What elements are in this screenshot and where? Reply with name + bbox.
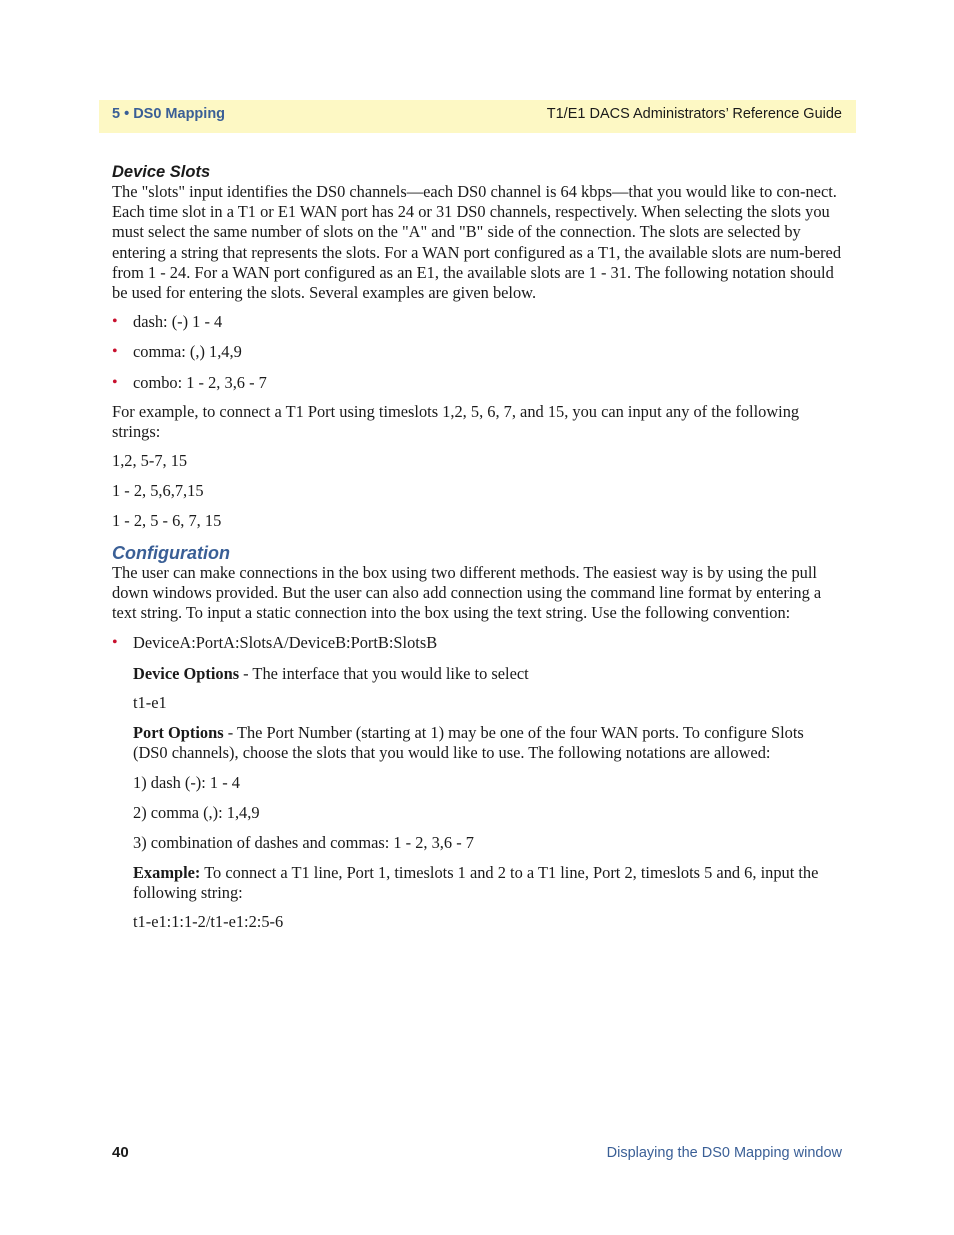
example-intro: For example, to connect a T1 Port using timeslots 1,2, 5, 6, 7, and 15, you can input any of the following strings: (112, 401, 800, 442)
device-options-paragraph (112, 664, 842, 684)
notation-item: 2) comma (,): 1,4,9 (133, 802, 260, 822)
footer-section-title: Displaying the DS0 Mapping window (606, 1145, 842, 1161)
guide-title: T1/E1 DACS Administrators’ Reference Guide (546, 106, 842, 122)
notation-item: 1) dash (-): 1 - 4 (133, 773, 240, 793)
example-string: 1 - 2, 5,6,7,15 (112, 481, 204, 501)
bullet-icon: • (112, 343, 118, 361)
bullet-text: combo: 1 - 2, 3,6 - 7 (133, 372, 267, 392)
port-options-paragraph (112, 723, 842, 763)
example-command-string: t1-e1:1:1-2/t1-e1:2:5-6 (133, 912, 284, 932)
example-label: Example: (133, 863, 201, 883)
configuration-paragraph: The user can make connections in the box using two different methods. The easiest way is by using the pull down windows provided. But the user can also add connection using the command line format by entering a text string. To input a static connection into the box using the text string. Use the following convention: (112, 562, 822, 623)
bullet-icon: • (112, 373, 118, 391)
page-number: 40 (112, 1144, 129, 1161)
bullet-icon: • (112, 634, 118, 652)
notation-item: 3) combination of dashes and commas: 1 - 2, 3,6 - 7 (133, 832, 474, 852)
example-string: 1 - 2, 5 - 6, 7, 15 (112, 510, 222, 530)
list-item (112, 633, 842, 653)
bullet-text: dash: (-) 1 - 4 (133, 312, 223, 332)
device-options-text: - The interface that you would like to select (239, 663, 529, 683)
device-slots-paragraph: The "slots" input identifies the DS0 channels—each DS0 channel is 64 kbps—that you would like to con-nect. Each time slot in a T1 or E1 WAN port has 24 or 31 DS0 channels, respectively. When selecting the slots you must select the same number of slots on the "A" and "B" side of the connection. The slots are selected by entering a string that represents the slots. For a WAN port configured as a T1, the available slots are num-bered from 1 - 24. For a WAN port configured as an E1, the available slots are 1 - 31. The following notation should be used for entering the slots. Several examples are given below. (112, 182, 842, 303)
device-value: t1-e1 (133, 692, 167, 712)
list-item (112, 312, 842, 332)
running-header (99, 100, 856, 133)
device-options-label: Device Options (133, 663, 240, 683)
example-paragraph (112, 863, 842, 903)
example-string: 1,2, 5-7, 15 (112, 451, 188, 471)
port-options-text: - The Port Number (starting at 1) may be one of the four WAN ports. To configure Slots (DS0 channels), choose the slots that you would like to use. The following notations are allowed: (133, 723, 804, 763)
configuration-heading: Configuration (112, 542, 230, 563)
device-slots-heading: Device Slots (112, 163, 211, 181)
bullet-text: comma: (,) 1,4,9 (133, 342, 242, 362)
chapter-title: 5 • DS0 Mapping (112, 106, 226, 122)
port-options-label: Port Options (133, 723, 224, 743)
list-item (112, 342, 842, 362)
page-content (112, 160, 842, 933)
bullet-text: DeviceA:PortA:SlotsA/DeviceB:PortB:SlotsB (133, 633, 438, 653)
example-text: To connect a T1 line, Port 1, timeslots 1 and 2 to a T1 line, Port 2, timeslots 5 and 6, input the following string: (133, 863, 819, 903)
list-item (112, 373, 842, 393)
bullet-icon: • (112, 313, 118, 331)
